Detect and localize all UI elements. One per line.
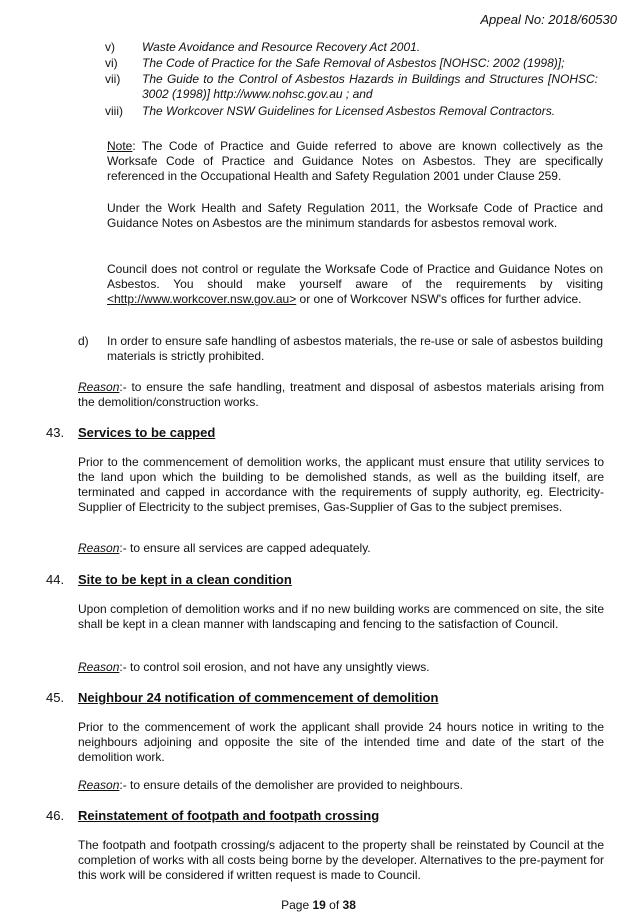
section-title: Services to be capped bbox=[78, 425, 216, 440]
list-text: The Guide to the Control of Asbestos Hazards in Buildings and Structures [NOHSC: 3002 (1998)] http://www.nohsc.gov.au ; and bbox=[142, 72, 598, 101]
of-label: of bbox=[329, 898, 340, 912]
list-item bbox=[78, 104, 598, 119]
council-text-end: or one of Workcover NSW's offices for further advice. bbox=[296, 292, 582, 306]
reason-text: :- to control soil erosion, and not have any unsightly views. bbox=[119, 660, 430, 674]
list-text: Waste Avoidance and Resource Recovery Act 2001. bbox=[142, 40, 421, 54]
list-item bbox=[78, 56, 598, 71]
council-text: Council does not control or regulate the Worksafe Code of Practice and Guidance Notes on Asbestos. You should make yourself aware of the requirements by visiting bbox=[107, 262, 603, 291]
section-title: Reinstatement of footpath and footpath crossing bbox=[78, 808, 380, 823]
section-body: Prior to the commencement of demolition works, the applicant must ensure that utility services to the land upon which the building to be demolished stands, as well as the building itself, are terminated and capped in accordance with the requirements of supply authority, eg. Electricity-Supplier of Electricity to the subject premises, Gas-Supplier of Gas to the subject premises. bbox=[78, 455, 604, 514]
reason-paragraph bbox=[78, 541, 604, 556]
section-body: Prior to the commencement of work the applicant shall provide 24 hours notice in writing to the neighbours adjoining and opposite the site of the intended time and date of the start of the demolition work. bbox=[78, 720, 604, 764]
reason-text: :- to ensure all services are capped adequately. bbox=[119, 541, 371, 555]
page-number: 19 bbox=[312, 898, 326, 912]
item-letter: d) bbox=[78, 334, 89, 348]
reason-text: :- to ensure the safe handling, treatment and disposal of asbestos materials arising from the demolition/construction works. bbox=[78, 380, 604, 409]
list-number: vi) bbox=[105, 56, 118, 70]
section-number: 46. bbox=[46, 808, 65, 823]
section-title: Site to be kept in a clean condition bbox=[78, 572, 292, 587]
list-number: v) bbox=[105, 40, 115, 54]
page-footer bbox=[0, 898, 637, 913]
reason-text: :- to ensure details of the demolisher are provided to neighbours. bbox=[119, 778, 463, 792]
reason-paragraph bbox=[78, 778, 604, 793]
list-number: vii) bbox=[105, 72, 121, 86]
whs-paragraph: Under the Work Health and Safety Regulation 2011, the Worksafe Code of Practice and Guidance Notes on Asbestos are the minimum standards for asbestos removal work. bbox=[107, 201, 603, 230]
section-title: Neighbour 24 notification of commencement of demolition bbox=[78, 690, 439, 705]
council-paragraph bbox=[107, 262, 603, 307]
list-text: The Workcover NSW Guidelines for Licensed Asbestos Removal Contractors. bbox=[142, 104, 556, 118]
workcover-link[interactable]: <http://www.workcover.nsw.gov.au> bbox=[107, 292, 297, 306]
reason-label: Reason bbox=[78, 660, 120, 674]
list-number: viii) bbox=[105, 104, 123, 118]
list-item bbox=[78, 40, 598, 55]
reason-paragraph bbox=[78, 380, 604, 410]
page-label: Page bbox=[281, 898, 310, 912]
section-number: 45. bbox=[46, 690, 65, 705]
reason-label: Reason bbox=[78, 778, 120, 792]
reason-label: Reason bbox=[78, 541, 120, 555]
section-body: Upon completion of demolition works and if no new building works are commenced on site, the site shall be kept in a clean manner with landscaping and fencing to the satisfaction of Council. bbox=[78, 602, 604, 631]
section-body: The footpath and footpath crossing/s adjacent to the property shall be reinstated by Council at the completion of works with all costs being borne by the developer. Alternatives to the pre-payment for this work will be considered if written request is made to Council. bbox=[78, 838, 604, 882]
item-d-text: In order to ensure safe handling of asbestos materials, the re-use or sale of asbestos building materials is strictly prohibited. bbox=[107, 334, 603, 363]
section-number: 44. bbox=[46, 572, 65, 587]
list-text: The Code of Practice for the Safe Removal of Asbestos [NOHSC: 2002 (1998)]; bbox=[142, 56, 565, 70]
note-label: Note bbox=[107, 139, 133, 153]
appeal-number: Appeal No: 2018/60530 bbox=[480, 12, 617, 27]
note-paragraph bbox=[107, 139, 603, 184]
section-number: 43. bbox=[46, 425, 65, 440]
reason-label: Reason bbox=[78, 380, 120, 394]
list-item bbox=[78, 72, 598, 102]
note-text: : The Code of Practice and Guide referred to above are known collectively as the Worksafe Code of Practice and Guidance Notes on Asbestos. They are specifically referenced in the Occupational Health and Safety Regulation 2001 under Clause 259. bbox=[107, 139, 603, 183]
page-total: 38 bbox=[342, 898, 356, 912]
reason-paragraph bbox=[78, 660, 604, 675]
